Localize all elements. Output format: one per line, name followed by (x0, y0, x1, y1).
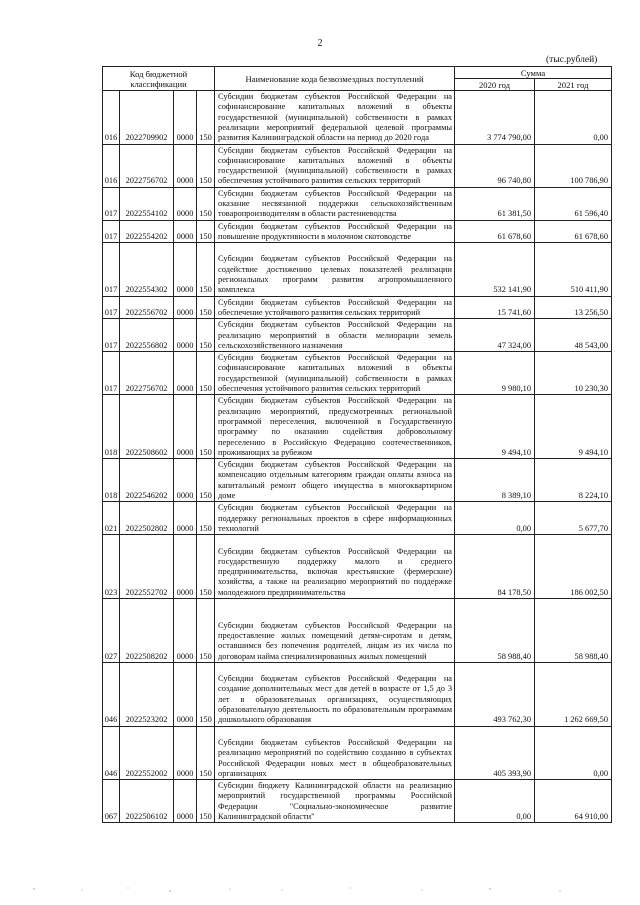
table-row (103, 726, 612, 780)
kbk-code: 2022556702 (120, 296, 174, 319)
program-code: 0000 (174, 662, 197, 726)
amount-2020: 0,00 (455, 502, 535, 535)
kosgu-code: 150 (197, 220, 215, 243)
admin-code: 016 (103, 91, 120, 145)
program-code: 0000 (174, 780, 197, 823)
program-code: 0000 (174, 319, 197, 352)
admin-code: 016 (103, 144, 120, 187)
amount-2021: 0,00 (535, 726, 612, 780)
amount-2020: 58 988,40 (455, 599, 535, 663)
budget-table (102, 66, 612, 823)
kbk-code: 2022508602 (120, 395, 174, 459)
amount-2021: 186 002,50 (535, 535, 612, 599)
table-body (103, 91, 612, 823)
kbk-code: 2022556802 (120, 319, 174, 352)
table-row (103, 535, 612, 599)
program-code: 0000 (174, 296, 197, 319)
kosgu-code: 150 (197, 502, 215, 535)
amount-2020: 96 740,80 (455, 144, 535, 187)
amount-2020: 15 741,60 (455, 296, 535, 319)
admin-code: 017 (103, 319, 120, 352)
kbk-code: 2022554302 (120, 243, 174, 297)
admin-code: 017 (103, 220, 120, 243)
units-label: (тыс.рублей) (546, 55, 598, 65)
kbk-code: 2022709902 (120, 91, 174, 145)
program-code: 0000 (174, 726, 197, 780)
scan-noise (20, 885, 620, 893)
revenue-name: Субсидии бюджетам субъектов Российской Федерации на реализацию мероприятий по содействию созданию в субъектах Российской Федерации новых мест в общеобразовательных организациях (215, 726, 455, 780)
page-number: 2 (317, 38, 323, 49)
program-code: 0000 (174, 459, 197, 502)
amount-2021: 10 230,30 (535, 352, 612, 395)
amount-2021: 61 596,40 (535, 187, 612, 220)
revenue-name: Субсидии бюджетам субъектов Российской Федерации на софинансирование капитальных вложений в объекты государственной (муниципальной) собственности в рамках обеспечения устойчивого развития сельских территорий (215, 144, 455, 187)
program-code: 0000 (174, 599, 197, 663)
amount-2020: 532 141,90 (455, 243, 535, 297)
revenue-name: Субсидии бюджетам субъектов Российской Федерации на создание дополнительных мест для детей в возрасте от 1,5 до 3 лет в образовательных организациях, осуществляющих образовательную деятельность по образовательным программам дошкольного образования (215, 662, 455, 726)
amount-2020: 9 494,10 (455, 395, 535, 459)
amount-2021: 100 786,90 (535, 144, 612, 187)
revenue-name: Субсидии бюджетам субъектов Российской Федерации на поддержку региональных проектов в сфере информационных технологий (215, 502, 455, 535)
table-row (103, 144, 612, 187)
kosgu-code: 150 (197, 352, 215, 395)
amount-2021: 64 910,00 (535, 780, 612, 823)
kbk-code: 2022756702 (120, 352, 174, 395)
table-row (103, 459, 612, 502)
kosgu-code: 150 (197, 662, 215, 726)
revenue-name: Субсидии бюджетам субъектов Российской Федерации на компенсацию отдельным категориям граждан оплаты взноса на капитальный ремонт общего имущества в многоквартирном доме (215, 459, 455, 502)
kbk-code: 2022546202 (120, 459, 174, 502)
revenue-name: Субсидии бюджетам субъектов Российской Федерации на софинансирование капитальных вложений в объекты государственной (муниципальной) собственности в рамках обеспечения устойчивого развития сельских территорий (215, 352, 455, 395)
amount-2021: 5 677,70 (535, 502, 612, 535)
kosgu-code: 150 (197, 780, 215, 823)
program-code: 0000 (174, 395, 197, 459)
amount-2021: 8 224,10 (535, 459, 612, 502)
admin-code: 027 (103, 599, 120, 663)
table-row (103, 220, 612, 243)
table-row (103, 243, 612, 297)
revenue-name: Субсидии бюджетам субъектов Российской Федерации на государственную поддержку малого и среднего предпринимательства, включая крестьянские (фермерские) хозяйства, а также на реализацию мероприятий по поддержке молодежного предпринимательства (215, 535, 455, 599)
admin-code: 017 (103, 243, 120, 297)
revenue-name: Субсидии бюджетам субъектов Российской Федерации на реализацию мероприятий, предусмотренных региональной программой переселения, включенной в Государственную программу по оказанию содействия добровольному переселению в Российскую Федерацию соотечественников, проживающих за рубежом (215, 395, 455, 459)
kosgu-code: 150 (197, 459, 215, 502)
kosgu-code: 150 (197, 187, 215, 220)
amount-2020: 493 762,30 (455, 662, 535, 726)
program-code: 0000 (174, 243, 197, 297)
admin-code: 017 (103, 187, 120, 220)
amount-2020: 3 774 790,00 (455, 91, 535, 145)
kosgu-code: 150 (197, 726, 215, 780)
admin-code: 023 (103, 535, 120, 599)
amount-2021: 58 988,40 (535, 599, 612, 663)
table-row (103, 352, 612, 395)
amount-2021: 48 543,00 (535, 319, 612, 352)
kbk-code: 2022502802 (120, 502, 174, 535)
kbk-code: 2022756702 (120, 144, 174, 187)
revenue-name: Субсидии бюджетам субъектов Российской Федерации на предоставление жилых помещений детям-сиротам и детям, оставшимся без попечения родителей, лицам из их числа по договорам найма специализированных жилых помещений (215, 599, 455, 663)
amount-2020: 61 678,60 (455, 220, 535, 243)
kosgu-code: 150 (197, 535, 215, 599)
amount-2020: 0,00 (455, 780, 535, 823)
table-row (103, 502, 612, 535)
revenue-name: Субсидии бюджетам субъектов Российской Федерации на повышение продуктивности в молочном скотоводстве (215, 220, 455, 243)
revenue-name: Субсидии бюджетам субъектов Российской Федерации на реализацию мероприятий в области мелиорации земель сельскохозяйственного назначения (215, 319, 455, 352)
kosgu-code: 150 (197, 243, 215, 297)
amount-2021: 510 411,90 (535, 243, 612, 297)
year-2020-header: 2020 год (455, 79, 535, 91)
admin-code: 067 (103, 780, 120, 823)
kbk-code: 2022523202 (120, 662, 174, 726)
amount-2020: 405 393,90 (455, 726, 535, 780)
amount-2021: 0,00 (535, 91, 612, 145)
amount-2021: 1 262 669,50 (535, 662, 612, 726)
admin-code: 046 (103, 662, 120, 726)
amount-2020: 8 389,10 (455, 459, 535, 502)
kbk-code: 2022554202 (120, 220, 174, 243)
kbk-code: 2022506102 (120, 780, 174, 823)
amount-2020: 84 178,50 (455, 535, 535, 599)
name-header: Наименование кода безвозмездных поступлений (215, 67, 455, 91)
kosgu-code: 150 (197, 599, 215, 663)
table-row (103, 662, 612, 726)
program-code: 0000 (174, 535, 197, 599)
amount-2020: 9 980,10 (455, 352, 535, 395)
kosgu-code: 150 (197, 319, 215, 352)
kbk-code: 2022552702 (120, 535, 174, 599)
program-code: 0000 (174, 187, 197, 220)
program-code: 0000 (174, 144, 197, 187)
table-row (103, 780, 612, 823)
sum-header: Сумма (455, 67, 612, 79)
kosgu-code: 150 (197, 91, 215, 145)
kbk-code: 2022554102 (120, 187, 174, 220)
revenue-name: Субсидии бюджетам субъектов Российской Федерации на софинансирование капитальных вложений в объекты государственной (муниципальной) собственности в рамках реализации мероприятий федеральной целевой программы развития Калининградской области на период до 2020 года (215, 91, 455, 145)
amount-2021: 13 256,50 (535, 296, 612, 319)
table-row (103, 319, 612, 352)
admin-code: 017 (103, 352, 120, 395)
table-row (103, 91, 612, 145)
table-row (103, 296, 612, 319)
revenue-name: Субсидии бюджетам субъектов Российской Федерации на оказание несвязанной поддержки сельскохозяйственным товаропроизводителям в области растениеводства (215, 187, 455, 220)
amount-2020: 47 324,00 (455, 319, 535, 352)
table-row (103, 395, 612, 459)
kbk-code: 2022552002 (120, 726, 174, 780)
amount-2020: 61 381,50 (455, 187, 535, 220)
kosgu-code: 150 (197, 296, 215, 319)
program-code: 0000 (174, 352, 197, 395)
revenue-name: Субсидии бюджетам субъектов Российской Федерации на содействие достижению целевых показателей реализации региональных программ развития агропромышленного комплекса (215, 243, 455, 297)
program-code: 0000 (174, 91, 197, 145)
admin-code: 017 (103, 296, 120, 319)
amount-2021: 61 678,60 (535, 220, 612, 243)
year-2021-header: 2021 год (535, 79, 612, 91)
admin-code: 018 (103, 459, 120, 502)
kosgu-code: 150 (197, 144, 215, 187)
table-row (103, 599, 612, 663)
program-code: 0000 (174, 220, 197, 243)
code-header: Код бюджетной классификации (103, 67, 215, 91)
table-row (103, 187, 612, 220)
amount-2021: 9 494,10 (535, 395, 612, 459)
revenue-name: Субсидии бюджету Калининградской области на реализацию мероприятий государственной программы Российской Федерации "Социально-экономическое развитие Калининградской области" (215, 780, 455, 823)
admin-code: 018 (103, 395, 120, 459)
admin-code: 046 (103, 726, 120, 780)
revenue-name: Субсидии бюджетам субъектов Российской Федерации на обеспечение устойчивого развития сельских территорий (215, 296, 455, 319)
admin-code: 021 (103, 502, 120, 535)
kosgu-code: 150 (197, 395, 215, 459)
program-code: 0000 (174, 502, 197, 535)
kbk-code: 2022508202 (120, 599, 174, 663)
